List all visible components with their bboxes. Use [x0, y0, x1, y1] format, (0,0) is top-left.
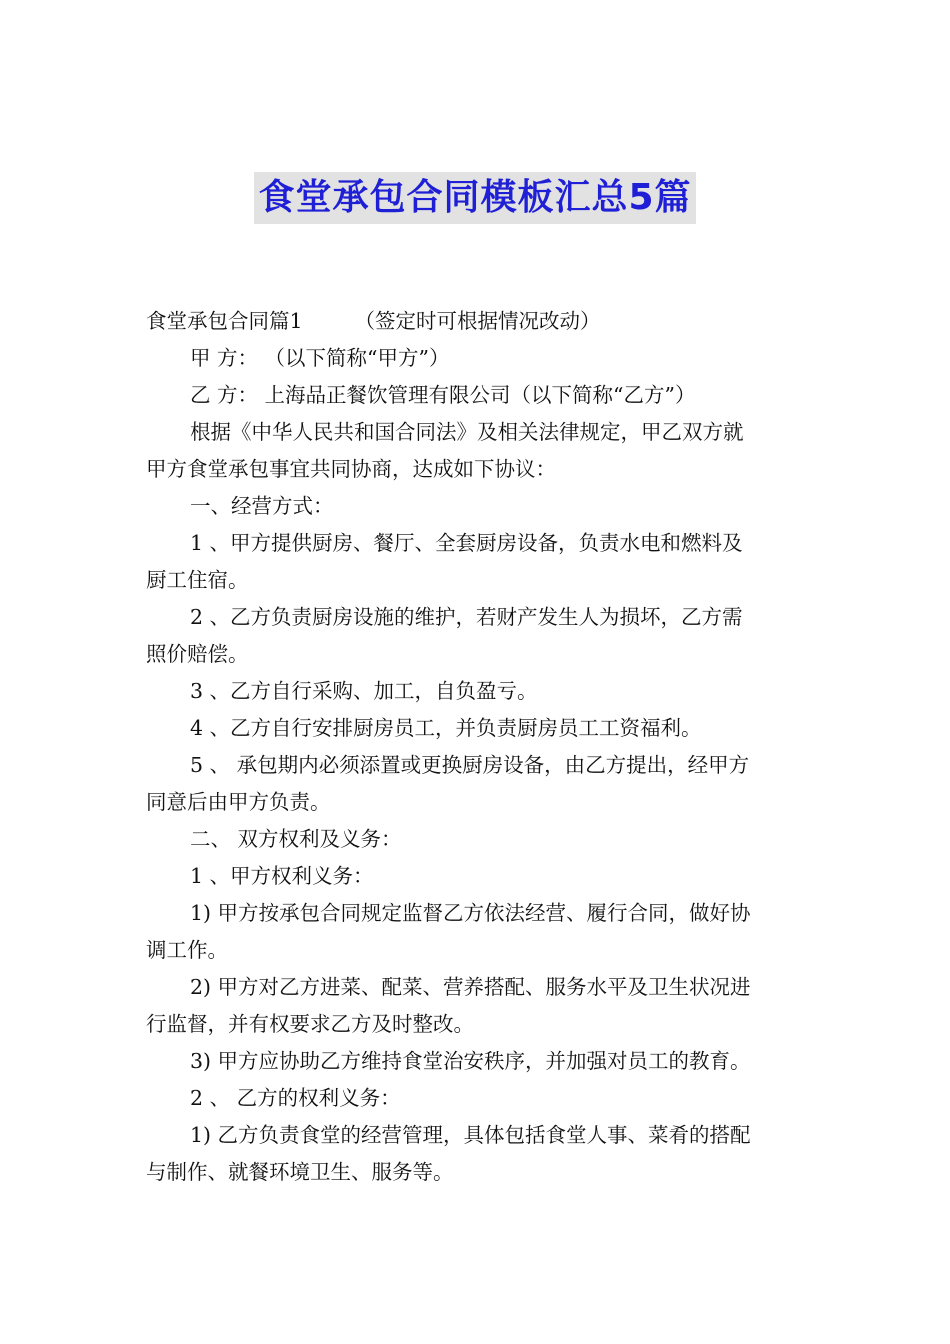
paragraph-line-text: 1) 甲方按承包合同规定监督乙方依法经营、履行合同，做好协 [190, 901, 751, 925]
paragraph-line [146, 932, 808, 969]
paragraph-line-text: 行监督，并有权要求乙方及时整改。 [146, 1012, 474, 1036]
paragraph-line [146, 673, 808, 710]
paragraph-line [146, 377, 808, 414]
paragraph-line-text: 与制作、就餐环境卫生、服务等。 [146, 1160, 454, 1184]
paragraph-line-text: 3 、乙方自行采购、加工，自负盈亏。 [190, 679, 538, 703]
paragraph-line [146, 710, 808, 747]
paragraph-line-text: 二、 双方权利及义务： [190, 827, 402, 851]
paragraph-line-text: 甲 方： （以下简称“甲方”） [190, 346, 450, 370]
paragraph-line-text: 照价赔偿。 [146, 642, 249, 666]
heading-note: （签定时可根据情况改动） [354, 309, 601, 333]
paragraph-line-text: 1 、甲方权利义务： [190, 864, 374, 888]
paragraph-line-text: 食堂承包合同篇1 [146, 309, 303, 333]
paragraph-line [146, 303, 808, 340]
paragraph-line [146, 784, 808, 821]
paragraph-line-text: 甲方食堂承包事宜共同协商，达成如下协议： [146, 457, 556, 481]
paragraph-line [146, 636, 808, 673]
paragraph-line [146, 599, 808, 636]
paragraph-line [146, 969, 808, 1006]
paragraph-line-text: 调工作。 [146, 938, 228, 962]
paragraph-line [146, 340, 808, 377]
paragraph-line-text: 1 、甲方提供厨房、餐厅、全套厨房设备，负责水电和燃料及 [190, 531, 743, 555]
paragraph-line [146, 821, 808, 858]
paragraph-line [146, 747, 808, 784]
paragraph-line [146, 1117, 808, 1154]
paragraph-line-text: 1) 乙方负责食堂的经营管理，具体包括食堂人事、菜肴的搭配 [190, 1123, 751, 1147]
paragraph-line-text: 根据《中华人民共和国合同法》及相关法律规定，甲乙双方就 [190, 420, 744, 444]
paragraph-line-text: 乙 方： 上海品正餐饮管理有限公司（以下简称“乙方”） [190, 383, 696, 407]
paragraph-line [146, 1154, 808, 1191]
paragraph-line-text: 厨工住宿。 [146, 568, 249, 592]
paragraph-line-text: 5 、 承包期内必须添置或更换厨房设备，由乙方提出，经甲方 [190, 753, 750, 777]
document-body [146, 303, 808, 1191]
paragraph-line [146, 488, 808, 525]
paragraph-line [146, 858, 808, 895]
paragraph-line [146, 414, 808, 451]
paragraph-line-text: 同意后由甲方负责。 [146, 790, 331, 814]
paragraph-line [146, 1006, 808, 1043]
paragraph-line-text: 一、经营方式： [190, 494, 334, 518]
paragraph-line-text: 2) 甲方对乙方进菜、配菜、营养搭配、服务水平及卫生状况进 [190, 975, 751, 999]
paragraph-line-text: 3) 甲方应协助乙方维持食堂治安秩序，并加强对员工的教育。 [190, 1049, 751, 1073]
paragraph-line [146, 1043, 808, 1080]
paragraph-line [146, 895, 808, 932]
paragraph-line-text: 2 、 乙方的权利义务： [190, 1086, 401, 1110]
document-title: 食堂承包合同模板汇总5篇 [254, 172, 695, 224]
title-container [0, 172, 950, 224]
paragraph-line-text: 2 、乙方负责厨房设施的维护，若财产发生人为损坏，乙方需 [190, 605, 743, 629]
paragraph-line [146, 451, 808, 488]
paragraph-line [146, 1080, 808, 1117]
paragraph-line-text: 4 、乙方自行安排厨房员工，并负责厨房员工工资福利。 [190, 716, 702, 740]
paragraph-line [146, 562, 808, 599]
paragraph-line [146, 525, 808, 562]
